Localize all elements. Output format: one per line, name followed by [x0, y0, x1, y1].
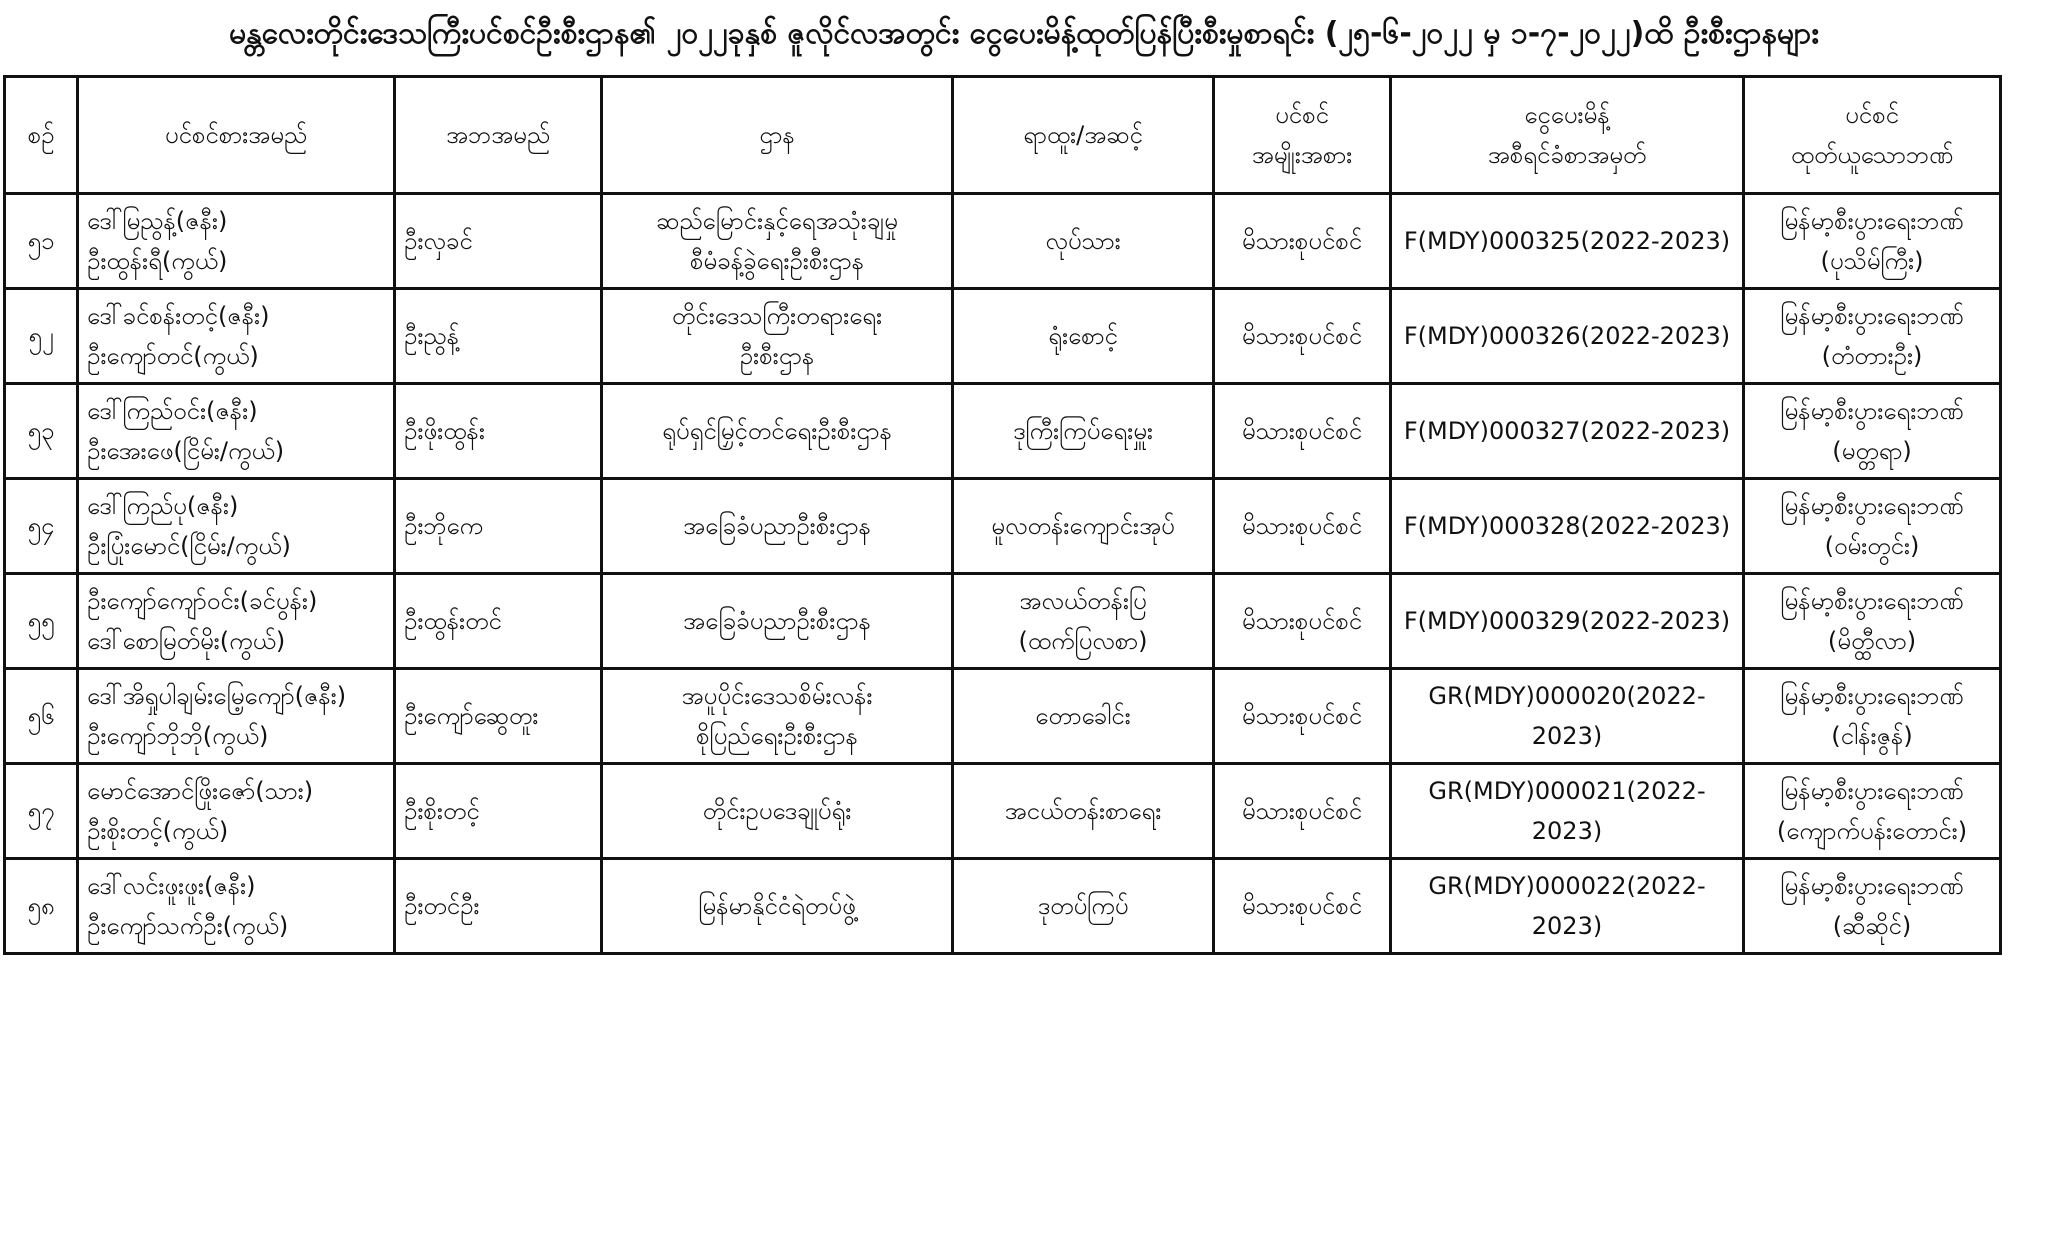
- cell-pensioner-name-line: ဦးကျော်သက်ဦး(ကွယ်): [87, 912, 289, 940]
- cell-pensioner-name: [78, 479, 395, 574]
- cell-bank: [1744, 289, 2001, 384]
- cell-pensioner-name: [78, 574, 395, 669]
- document-title: မန္တလေးတိုင်းဒေသကြီးပင်စင်ဦးစီးဌာန၏ ၂၀၂၂ခုနှစ် ဇူလိုင်လအတွင်း ငွေပေးမိန့်ထုတ်ပြန်ပြီးစီးမှုစာရင်း (၂၅-၆-၂၀၂၂ မှ ၁-၇-၂၀၂၂)ထိ ဦးစီးဌာနများ: [229, 16, 1819, 51]
- cell-department: [602, 289, 953, 384]
- cell-department-line: ရုပ်ရှင်မြှင့်တင်ရေးဦးစီးဌာန: [662, 417, 892, 445]
- cell-bank-line: မြန်မာ့စီးပွားရေးဘဏ်: [1780, 492, 1964, 520]
- cell-father-name: ဦးဖိုးထွန်း: [395, 384, 602, 479]
- cell-pension-type: မိသားစုပင်စင်: [1214, 574, 1391, 669]
- cell-pensioner-name: [78, 859, 395, 954]
- cell-bank-line: မြန်မာ့စီးပွားရေးဘဏ်: [1780, 777, 1964, 805]
- cell-bank-line: (ငါန်းဇွန်): [1831, 722, 1913, 750]
- cell-pensioner-name-line: ဦးကျော်တင်(ကွယ်): [87, 342, 259, 370]
- cell-department: [602, 479, 953, 574]
- cell-report-number: F(MDY)000326(2022-2023): [1391, 289, 1744, 384]
- pension-table: [3, 75, 2002, 955]
- cell-rank: [953, 669, 1214, 764]
- table-body: [5, 194, 2001, 954]
- cell-pensioner-name-line: ဒေါ်လင်းဖူးဖူး(ဇနီး): [87, 872, 256, 900]
- table-row: [5, 574, 2001, 669]
- cell-bank: [1744, 764, 2001, 859]
- cell-report-number: GR(MDY)000020(2022-2023): [1391, 669, 1744, 764]
- cell-bank: [1744, 384, 2001, 479]
- cell-pensioner-name-line: ဒေါ်မြညွန့်(ဇနီး): [87, 207, 228, 235]
- table-row: [5, 384, 2001, 479]
- cell-pension-type: မိသားစုပင်စင်: [1214, 764, 1391, 859]
- cell-rank: [953, 859, 1214, 954]
- cell-bank-line: (တံတားဦး): [1821, 342, 1923, 370]
- cell-serial-no: ၅၂: [5, 289, 78, 384]
- cell-pensioner-name-line: ဒေါ်ကြည်ဝင်း(ဇနီး): [87, 397, 258, 425]
- cell-rank-line: ဒုတပ်ကြပ်: [1037, 892, 1129, 920]
- header-department: ဌာန: [602, 77, 953, 194]
- cell-serial-no: ၅၇: [5, 764, 78, 859]
- cell-department-line: တိုင်းဥပဒေချုပ်ရုံး: [702, 797, 852, 825]
- cell-pensioner-name-line: ဦးအေးဖေ(ငြိမ်း/ကွယ်): [87, 437, 285, 465]
- header-serial-no: စဉ်: [5, 77, 78, 194]
- cell-rank-line: ဒုကြီးကြပ်ရေးမှူး: [1012, 417, 1154, 445]
- cell-department-line: တိုင်းဒေသကြီးတရားရေး: [671, 302, 883, 330]
- cell-department-line: မြန်မာနိုင်ငံရဲတပ်ဖွဲ့: [698, 892, 856, 920]
- cell-bank-line: (မတ္တရာ): [1832, 437, 1912, 465]
- cell-rank: [953, 479, 1214, 574]
- cell-bank: [1744, 859, 2001, 954]
- cell-department-line: ဦးစီးဌာန: [739, 342, 815, 370]
- table-row: [5, 194, 2001, 289]
- cell-department-line: အပူပိုင်းဒေသစိမ်းလန်း: [681, 682, 873, 710]
- cell-rank-line: အလယ်တန်းပြ: [1019, 587, 1147, 615]
- cell-department-line: အခြေခံပညာဦးစီးဌာန: [683, 607, 871, 635]
- cell-pensioner-name: [78, 669, 395, 764]
- cell-father-name: ဦးထွန်းတင်: [395, 574, 602, 669]
- cell-rank-line: ရုံးစောင့်: [1048, 322, 1118, 350]
- cell-pensioner-name-line: ဒေါ်ခင်စန်းတင့်(ဇနီး): [87, 302, 270, 330]
- cell-department: [602, 384, 953, 479]
- cell-department-line: စီမံခန့်ခွဲရေးဦးစီးဌာန: [689, 247, 865, 275]
- cell-father-name: ဦးညွန့်: [395, 289, 602, 384]
- table-row: [5, 289, 2001, 384]
- table-header-row: [5, 77, 2001, 194]
- cell-father-name: ဦးကျော်ဆွေတူး: [395, 669, 602, 764]
- cell-bank-line: (ဝမ်းတွင်း): [1824, 532, 1920, 560]
- cell-bank-line: မြန်မာ့စီးပွားရေးဘဏ်: [1780, 207, 1964, 235]
- table-row: [5, 764, 2001, 859]
- cell-father-name: ဦးစိုးတင့်: [395, 764, 602, 859]
- cell-serial-no: ၅၁: [5, 194, 78, 289]
- table-row: [5, 859, 2001, 954]
- cell-bank: [1744, 574, 2001, 669]
- cell-rank: [953, 384, 1214, 479]
- table-row: [5, 669, 2001, 764]
- cell-pension-type: မိသားစုပင်စင်: [1214, 289, 1391, 384]
- cell-pensioner-name-line: ဒေါ်ကြည်ပု(ဇနီး): [87, 492, 239, 520]
- cell-father-name: ဦးတင်ဦး: [395, 859, 602, 954]
- cell-pensioner-name-line: ဦးပြုံးမောင်(ငြိမ်း/ကွယ်): [87, 532, 291, 560]
- cell-serial-no: ၅၆: [5, 669, 78, 764]
- cell-serial-no: ၅၅: [5, 574, 78, 669]
- cell-report-number: F(MDY)000327(2022-2023): [1391, 384, 1744, 479]
- cell-bank-line: မြန်မာ့စီးပွားရေးဘဏ်: [1780, 397, 1964, 425]
- cell-rank-line: လုပ်သား: [1045, 227, 1121, 255]
- cell-bank-line: မြန်မာ့စီးပွားရေးဘဏ်: [1780, 302, 1964, 330]
- cell-rank-line: တောခေါင်း: [1035, 702, 1131, 730]
- cell-department: [602, 669, 953, 764]
- cell-bank: [1744, 194, 2001, 289]
- cell-bank-line: မြန်မာ့စီးပွားရေးဘဏ်: [1780, 682, 1964, 710]
- cell-rank: [953, 764, 1214, 859]
- cell-bank: [1744, 669, 2001, 764]
- cell-report-number: F(MDY)000329(2022-2023): [1391, 574, 1744, 669]
- cell-pension-type: မိသားစုပင်စင်: [1214, 859, 1391, 954]
- cell-bank-line: (ဆီဆိုင်): [1832, 912, 1912, 940]
- cell-report-number: GR(MDY)000021(2022-2023): [1391, 764, 1744, 859]
- cell-report-number: F(MDY)000328(2022-2023): [1391, 479, 1744, 574]
- cell-report-number: GR(MDY)000022(2022-2023): [1391, 859, 1744, 954]
- cell-pensioner-name: [78, 289, 395, 384]
- cell-pensioner-name: [78, 384, 395, 479]
- header-bank: ပင်စင် ထုတ်ယူသောဘဏ်: [1744, 77, 2001, 194]
- cell-rank-line: အငယ်တန်းစာရေး: [1004, 797, 1162, 825]
- cell-report-number: F(MDY)000325(2022-2023): [1391, 194, 1744, 289]
- cell-department: [602, 859, 953, 954]
- header-pensioner-name: ပင်စင်စားအမည်: [78, 77, 395, 194]
- cell-bank-line: မြန်မာ့စီးပွားရေးဘဏ်: [1780, 587, 1964, 615]
- cell-bank-line: (မိတ္ထီလာ): [1827, 627, 1917, 655]
- cell-department-line: စိုပြည်ရေးဦးစီးဌာန: [696, 722, 858, 750]
- cell-bank: [1744, 479, 2001, 574]
- cell-pensioner-name: [78, 194, 395, 289]
- cell-pension-type: မိသားစုပင်စင်: [1214, 669, 1391, 764]
- cell-father-name: ဦးဘိုကေ: [395, 479, 602, 574]
- cell-bank-line: မြန်မာ့စီးပွားရေးဘဏ်: [1780, 872, 1964, 900]
- table-row: [5, 479, 2001, 574]
- cell-pensioner-name-line: မောင်အောင်ဖြိုးဇော်(သား): [87, 777, 314, 805]
- cell-bank-line: (ကျောက်ပန်းတောင်း): [1776, 817, 1968, 845]
- cell-pensioner-name-line: ဦးကျော်ကျော်ဝင်း(ခင်ပွန်း): [87, 587, 318, 615]
- cell-rank: [953, 194, 1214, 289]
- header-pension-type: ပင်စင် အမျိုးအစား: [1214, 77, 1391, 194]
- cell-bank-line: (ပုသိမ်ကြီး): [1820, 247, 1924, 275]
- cell-serial-no: ၅၈: [5, 859, 78, 954]
- cell-department: [602, 194, 953, 289]
- cell-pension-type: မိသားစုပင်စင်: [1214, 384, 1391, 479]
- cell-department: [602, 764, 953, 859]
- cell-serial-no: ၅၄: [5, 479, 78, 574]
- cell-pensioner-name-line: ဒေါ်အိရှုပါချမ်းမြေ့ကျော်(ဇနီး): [87, 682, 347, 710]
- cell-rank: [953, 289, 1214, 384]
- cell-rank-line: (ထက်ပြလစာ): [1018, 627, 1148, 655]
- cell-pension-type: မိသားစုပင်စင်: [1214, 194, 1391, 289]
- header-report-number: ငွေပေးမိန့် အစီရင်ခံစာအမှတ်: [1391, 77, 1744, 194]
- cell-pensioner-name-line: ဒေါ်စောမြတ်မိုး(ကွယ်): [87, 627, 286, 655]
- header-father-name: အဘအမည်: [395, 77, 602, 194]
- cell-serial-no: ၅၃: [5, 384, 78, 479]
- cell-rank: [953, 574, 1214, 669]
- header-rank: ရာထူး/အဆင့်: [953, 77, 1214, 194]
- cell-father-name: ဦးလှခင်: [395, 194, 602, 289]
- cell-pensioner-name-line: ဦးထွန်းရီ(ကွယ်): [87, 247, 228, 275]
- cell-pension-type: မိသားစုပင်စင်: [1214, 479, 1391, 574]
- cell-department: [602, 574, 953, 669]
- cell-department-line: ဆည်မြောင်းနှင့်ရေအသုံးချမှု: [656, 207, 898, 235]
- cell-pensioner-name-line: ဦးစိုးတင့်(ကွယ်): [87, 817, 229, 845]
- cell-rank-line: မူလတန်းကျောင်းအုပ်: [991, 512, 1175, 540]
- cell-department-line: အခြေခံပညာဦးစီးဌာန: [683, 512, 871, 540]
- cell-pensioner-name: [78, 764, 395, 859]
- cell-pensioner-name-line: ဦးကျော်ဘိုဘို(ကွယ်): [87, 722, 269, 750]
